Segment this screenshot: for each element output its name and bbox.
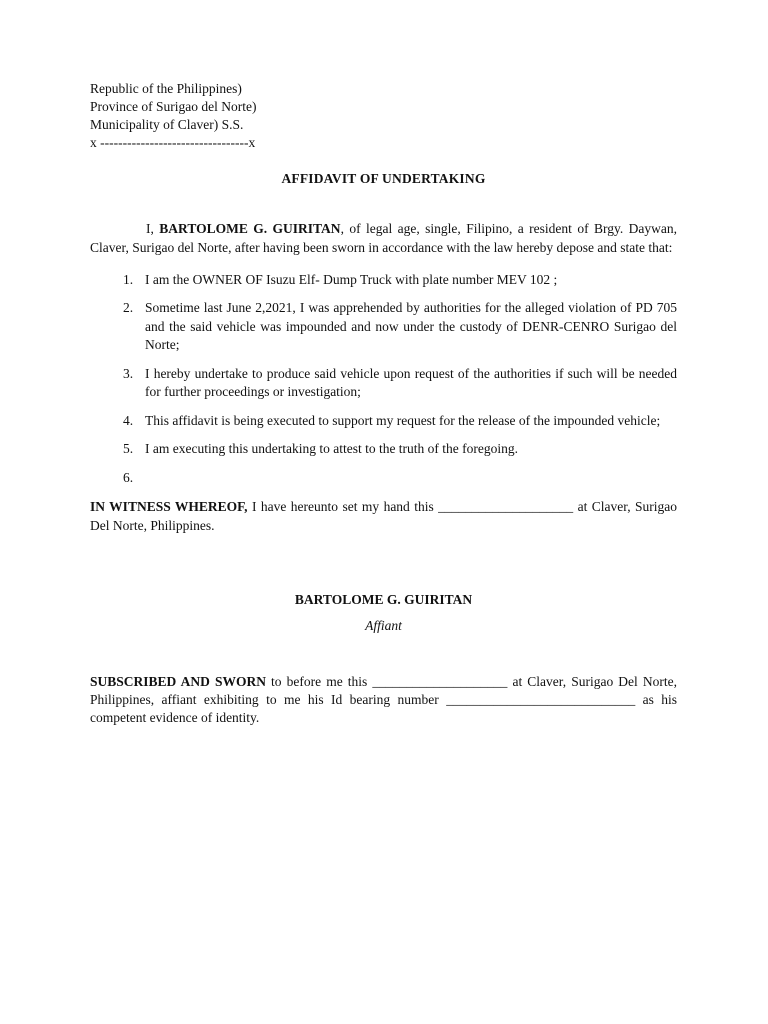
venue-republic: Republic of the Philippines) bbox=[90, 81, 242, 96]
venue-block bbox=[90, 80, 677, 152]
list-item-number: 2. bbox=[123, 300, 134, 315]
list-item-text: I am the OWNER OF Isuzu Elf- Dump Truck with plate number MEV 102 ; bbox=[145, 271, 558, 287]
document-page bbox=[90, 80, 677, 741]
intro-text: , of legal age, single, Filipino, a resident of Brgy. Daywan, Claver, Surigao del Norte, after having been sworn in accordance with the law hereby depose and state that: bbox=[90, 221, 678, 255]
list-item-number: 4. bbox=[123, 412, 134, 428]
list-item-text: I hereby undertake to produce said vehicle upon request of the authorities if such will be needed for further proceedings or investigation; bbox=[145, 365, 677, 399]
list-item bbox=[90, 299, 677, 355]
list-item bbox=[90, 469, 677, 488]
venue-municipality: Municipality of Claver) S.S. bbox=[90, 117, 244, 132]
list-item bbox=[90, 365, 677, 402]
affiant-role-label: Affiant bbox=[365, 618, 402, 633]
document-title: AFFIDAVIT OF UNDERTAKING bbox=[281, 171, 486, 186]
intro-paragraph bbox=[90, 219, 677, 257]
venue-province: Province of Surigao del Norte) bbox=[90, 99, 257, 114]
witness-heading: IN WITNESS WHEREOF, bbox=[90, 499, 248, 514]
list-item bbox=[90, 440, 677, 459]
statement-list bbox=[90, 271, 677, 488]
witness-text: I have hereunto set my hand this ____________________ at Claver, Surigao Del Norte, Philippines. bbox=[90, 499, 678, 533]
jurat-text: to before me this ____________________ at Claver, Surigao Del Norte, Philippines, affiant exhibiting to me his Id bearing number ____________________________ as his competent evidence of identity. bbox=[90, 674, 677, 725]
intro-prefix: I, bbox=[146, 221, 160, 236]
list-item bbox=[90, 271, 677, 290]
list-item-number: 3. bbox=[123, 365, 134, 381]
affiant-name-inline: BARTOLOME G. GUIRITAN bbox=[159, 221, 341, 236]
affiant-signature-name: BARTOLOME G. GUIRITAN bbox=[294, 592, 473, 607]
list-item-number: 5. bbox=[123, 441, 134, 456]
list-item-text: This affidavit is being executed to support my request for the release of the impounded vehicle; bbox=[145, 412, 661, 428]
jurat-paragraph bbox=[90, 673, 677, 727]
list-item-number: 6. bbox=[123, 469, 134, 485]
list-item-number: 1. bbox=[123, 271, 134, 287]
witness-paragraph bbox=[90, 497, 677, 535]
venue-separator: x ---------------------------------x bbox=[90, 135, 256, 150]
list-item-text: Sometime last June 2,2021, I was apprehended by authorities for the alleged violation of PD 705 and the said vehicle was impounded and now under the custody of DENR-CENRO Surigao del Norte; bbox=[145, 300, 677, 352]
list-item-text: I am executing this undertaking to attest to the truth of the foregoing. bbox=[145, 441, 519, 456]
list-item bbox=[90, 412, 677, 431]
jurat-heading: SUBSCRIBED AND SWORN bbox=[90, 674, 266, 689]
